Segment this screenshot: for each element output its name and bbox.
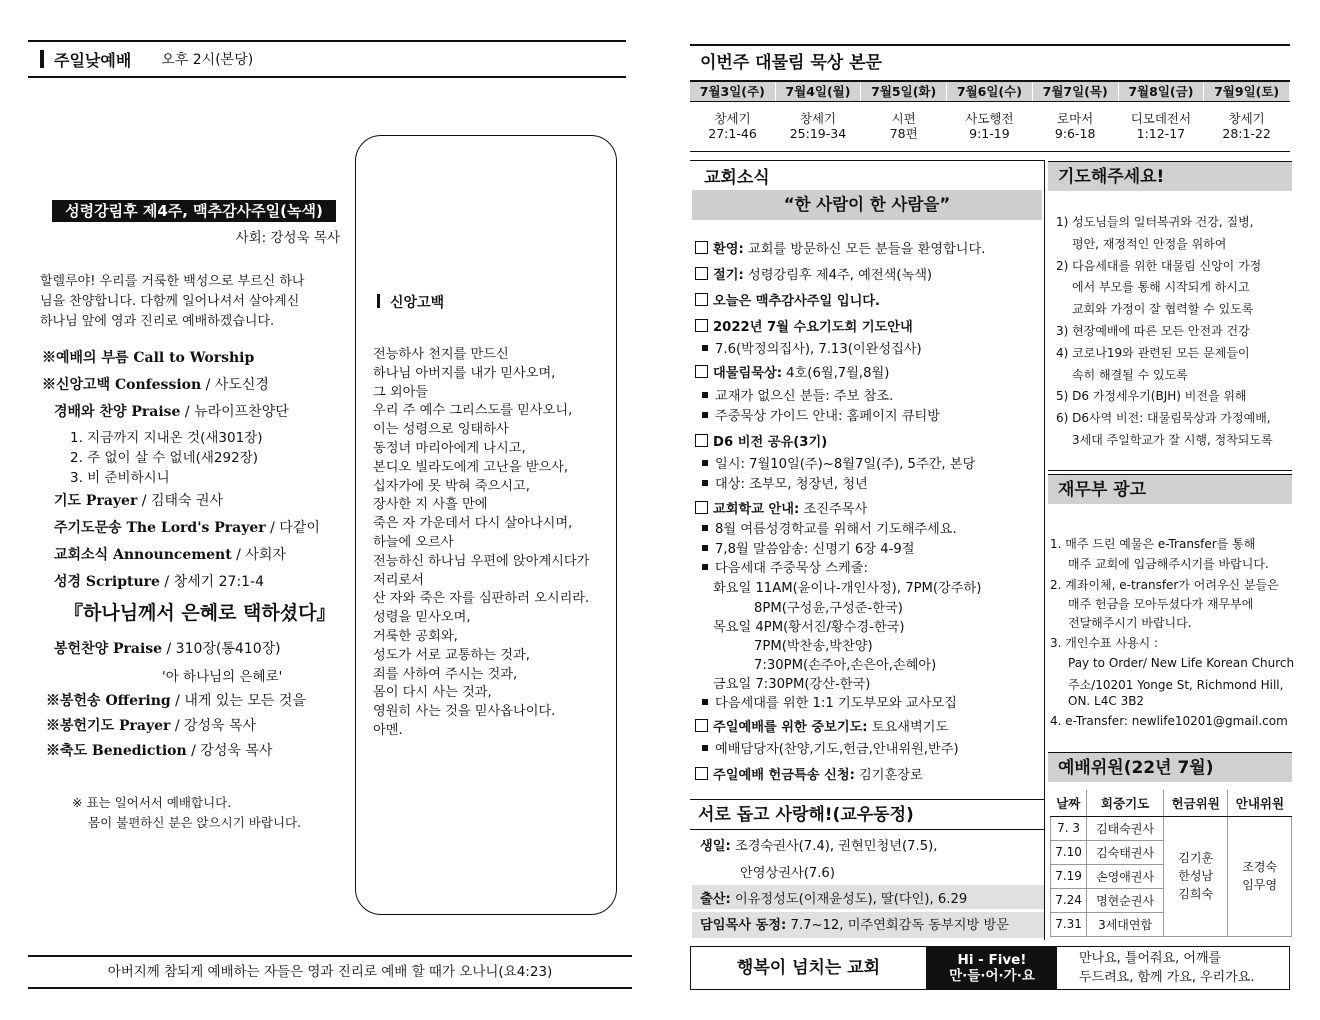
love-title: 서로 돕고 사랑해!(교우동정)	[698, 805, 914, 825]
order-benediction: ※축도 Benediction / 강성욱 목사	[46, 743, 273, 759]
news-value: 성령강림후 제4주, 예전색(녹색)	[743, 268, 933, 283]
staff-table	[1050, 790, 1292, 937]
staff-header: 헌금위원	[1164, 790, 1228, 816]
header-bar	[40, 50, 44, 68]
devotion-passage	[775, 101, 861, 151]
week-title: 성령강림후 제4주, 맥추감사주일(녹색)	[52, 200, 336, 222]
news-text: 7:30PM(손주아,손은아,손혜아)	[754, 658, 937, 673]
order-offering: ※봉헌송 Offering / 내게 있는 모든 것을	[46, 693, 306, 709]
hymn-item: 3. 비 준비하시니	[70, 470, 170, 486]
order-lords-prayer: 주기도문송 The Lord's Prayer / 다같이	[54, 520, 320, 536]
devotion-book: 디모데전서	[1130, 111, 1192, 126]
devotion-ref: 9:1-19	[969, 126, 1010, 141]
news-item	[754, 654, 936, 673]
order-offering-prayer: ※봉헌기도 Prayer / 강성욱 목사	[46, 718, 257, 734]
love-key: 생일:	[700, 839, 731, 854]
news-value: 토요새벽기도	[867, 720, 949, 735]
news-text: 일시: 7월10일(주)~8월7일(주), 5주간, 본당	[715, 457, 976, 472]
news-item	[713, 673, 870, 692]
news-key: 대물림묵상:	[713, 366, 782, 381]
news-item	[695, 316, 913, 335]
love-item	[740, 862, 835, 881]
news-item	[713, 616, 905, 635]
news-text: 교재가 없으신 분들: 주보 참조.	[715, 389, 894, 404]
devotion-day: 7월4일(월)	[775, 81, 861, 101]
offering-name: 한성남	[1178, 869, 1214, 883]
finance-item: ON. L4C 3B2	[1068, 694, 1145, 708]
news-item	[695, 290, 880, 309]
finance-item: 매주 헌금을 모아두셨다가 재무부에	[1068, 597, 1254, 611]
prayer-item: 5) D6 가정세우기(BJH) 비전을 위해	[1056, 389, 1247, 404]
news-text: 7,8월 말씀암송: 신명기 6장 4-9절	[715, 542, 915, 557]
devotion-passage	[690, 101, 775, 151]
news-motto: “한 사람이 한 사람을”	[692, 190, 1042, 220]
column-divider	[1044, 160, 1045, 940]
devotion-passage	[861, 101, 947, 151]
news-text: 목요일 4PM(황서진/황수경-한국)	[713, 620, 905, 635]
creed-line: 우리 주 예수 그리스도를 믿사오니,	[373, 403, 573, 419]
creed-line: 죄를 사하여 주시는 것과,	[373, 666, 518, 682]
order-call: ※예배의 부름 Call to Worship	[42, 350, 255, 366]
love-key: 출산:	[700, 892, 731, 907]
footer-verse: 아버지께 참되게 예배하는 자들은 영과 진리로 예배 할 때가 오나니(요4:23)	[28, 955, 632, 989]
creed-line: 동정녀 마리아에게 나시고,	[373, 440, 526, 456]
news-item	[713, 577, 981, 596]
creed-line: 이는 성령으로 잉태하사	[373, 422, 509, 438]
news-item	[695, 764, 923, 783]
love-item	[700, 914, 1009, 933]
devotion-ref: 28:1-22	[1222, 126, 1271, 141]
prayer-item: 에서 부모를 통해 시작되게 하시고	[1072, 280, 1250, 295]
news-text: 다음세대를 위한 1:1 기도부모와 교사모집	[715, 696, 957, 711]
love-item	[700, 888, 967, 907]
creed-text	[373, 346, 613, 741]
prayer-bottom-rule	[1048, 470, 1292, 471]
love-value: 7.7~12, 미주연회감독 동부지방 방문	[786, 918, 1009, 933]
devotion-day: 7월8일(금)	[1118, 81, 1204, 101]
news-key: D6 비전 공유(3기)	[713, 435, 828, 450]
news-text: 다음세대 주중묵상 스케줄:	[715, 561, 868, 576]
devotion-ref: 78편	[889, 126, 918, 141]
devotion-ref: 9:6-18	[1054, 126, 1096, 141]
hi-five-badge: Hi - Five! 만·들·어·가·요	[927, 947, 1057, 989]
finance-item: 2. 계좌이체, e-transfer가 어려우신 분들은	[1050, 578, 1279, 592]
news-item	[695, 362, 889, 381]
devotion-day: 7월7일(목)	[1032, 81, 1118, 101]
news-item	[754, 635, 873, 654]
news-top-rule	[690, 160, 1044, 161]
prayer-item: 속히 해결될 수 있도록	[1072, 367, 1188, 382]
news-text: 7.6(박정의집사), 7.13(이완성집사)	[715, 342, 922, 357]
news-item	[702, 473, 868, 492]
opening-line: 님을 찬양합니다. 다함께 일어나셔서 살아계신	[40, 294, 300, 309]
staff-prayer: 김태숙권사	[1087, 816, 1164, 840]
worship-time: 오후 2시(본당)	[161, 52, 254, 68]
staff-prayer: 3세대연합	[1087, 912, 1164, 936]
banner-title: 행복이 넘치는 교회	[691, 947, 927, 989]
devotion-book: 시편	[891, 111, 916, 126]
creed-line: 저리로서	[373, 572, 424, 588]
love-title-rule	[690, 829, 1044, 830]
devotion-passage	[1204, 101, 1290, 151]
staff-date: 7.10	[1051, 840, 1087, 864]
usher-name: 조경숙	[1242, 860, 1278, 874]
staff-date: 7. 3	[1051, 816, 1087, 840]
news-item	[702, 405, 940, 424]
news-key: 절기:	[713, 268, 744, 283]
creed-line: 성도가 서로 교통하는 것과,	[373, 647, 530, 663]
opening-text	[40, 272, 338, 332]
creed-line: 본디오 빌라도에게 고난을 받으사,	[373, 459, 569, 475]
devotion-table	[690, 80, 1290, 152]
creed-line: 몸이 다시 사는 것과,	[373, 685, 492, 701]
prayer-item: 6) D6사역 비전: 대물림묵상과 가정예배,	[1056, 411, 1271, 426]
presider: 사회: 강성욱 목사	[235, 230, 340, 246]
opening-line: 하나님 앞에 영과 진리로 예배하겠습니다.	[40, 314, 275, 329]
devotion-day: 7월3일(주)	[690, 81, 775, 101]
news-item	[702, 738, 959, 757]
worship-header	[28, 40, 626, 78]
order-announcement: 교회소식 Announcement / 사회자	[54, 547, 286, 563]
news-item	[702, 385, 893, 404]
staff-header: 회중기도	[1087, 790, 1164, 816]
devotion-ref: 27:1-46	[708, 126, 757, 141]
news-item	[695, 238, 985, 257]
news-value: 김기훈장로	[854, 768, 923, 783]
news-item	[702, 338, 922, 357]
news-key: 오늘은 맥추감사주일 입니다.	[713, 294, 881, 309]
devotion-book: 창세기	[714, 111, 751, 126]
slogan-banner	[690, 946, 1290, 990]
love-value: 조경숙권사(7.4), 권현민청년(7.5),	[730, 839, 938, 854]
news-key: 주일예배를 위한 중보기도:	[713, 720, 868, 735]
finance-item: 주소/10201 Yonge St, Richmond Hill,	[1068, 678, 1284, 692]
creed-line: 십자가에 못 박혀 죽으시고,	[373, 478, 530, 494]
news-item	[702, 692, 957, 711]
news-item	[702, 557, 868, 576]
devotion-book: 로마서	[1057, 111, 1094, 126]
devotion-book: 창세기	[799, 111, 837, 126]
prayer-item: 3) 현장예배에 따른 모든 안전과 건강	[1056, 324, 1250, 338]
love-top-rule	[690, 799, 1044, 800]
finance-title: 재무부 광고	[1048, 474, 1292, 504]
staff-prayer: 명현순권사	[1087, 888, 1164, 912]
news-item	[702, 518, 957, 537]
staff-date: 7.24	[1051, 888, 1087, 912]
offering-name: 김기훈	[1178, 851, 1214, 865]
news-text: 8월 여름성경학교를 위해서 기도해주세요.	[715, 522, 957, 537]
prayer-item: 2) 다음세대를 위한 대물림 신앙이 가정	[1056, 258, 1262, 273]
news-item	[695, 716, 948, 735]
news-text: 7PM(박찬송,박찬양)	[754, 639, 873, 654]
staff-prayer: 손영애권사	[1087, 864, 1164, 888]
prayer-item: 3세대 주일학교가 잘 시행, 정착되도록	[1072, 433, 1273, 447]
news-item	[695, 498, 867, 517]
offering-name: 김희숙	[1178, 887, 1214, 901]
order-confession: ※신앙고백 Confession / 사도신경	[42, 377, 269, 393]
news-text: 대상: 조부모, 청장년, 청년	[715, 477, 868, 492]
worship-title: 주일낮예배	[54, 50, 132, 70]
staff-header: 안내위원	[1228, 790, 1292, 816]
creed-line: 산 자와 죽은 자를 심판하러 오시리라.	[373, 591, 590, 607]
finance-item: Pay to Order/ New Life Korean Church	[1068, 656, 1295, 670]
news-key: 주일예배 헌금특송 신청:	[713, 768, 855, 783]
news-value: 조진주목사	[799, 502, 868, 517]
news-title: 교회소식	[704, 168, 770, 188]
prayer-item: 평안, 재정적인 안정을 위하여	[1072, 236, 1227, 251]
news-item	[702, 453, 975, 472]
order-praise-song: 봉헌찬양 Praise / 310장(통410장)	[54, 641, 281, 657]
order-prayer: 기도 Prayer / 김태숙 권사	[54, 493, 224, 509]
staff-title: 예배위원(22년 7월)	[1048, 752, 1292, 782]
creed-line: 성령을 믿사오며,	[373, 610, 471, 626]
usher-staff	[1228, 816, 1292, 936]
hymn-item: 2. 주 없이 살 수 없네(새292장)	[70, 450, 259, 466]
love-key: 담임목사 동정:	[700, 918, 787, 933]
prayer-item: 1) 성도님들의 일터복귀와 건강, 질병,	[1056, 215, 1254, 229]
devotion-header: 이번주 대물림 묵상 본문	[690, 44, 1290, 76]
devotion-day: 7월5일(화)	[861, 81, 947, 101]
news-text: 금요일 7:30PM(강산-한국)	[713, 677, 871, 692]
creed-line: 거룩한 공회와,	[373, 628, 458, 644]
order-scripture: 성경 Scripture / 창세기 27:1-4	[54, 574, 265, 590]
creed-line: 전능하사 천지를 만드신	[373, 347, 509, 362]
creed-line: 하늘에 오르사	[373, 534, 454, 550]
opening-line: 할렐루야! 우리를 거룩한 백성으로 부르신 하나	[40, 274, 305, 289]
love-item	[700, 835, 937, 854]
prayer-title: 기도해주세요!	[1048, 161, 1292, 191]
prayer-item: 4) 코로나19와 관련된 모든 문제들이	[1056, 345, 1250, 360]
finance-item: 1. 매주 드린 예물은 e-Transfer를 통해	[1050, 537, 1256, 551]
devotion-book: 창세기	[1228, 111, 1265, 126]
prayer-item: 교회와 가정이 잘 협력할 수 있도록	[1072, 302, 1254, 317]
creed-line: 장사한 지 사흘 만에	[373, 497, 488, 513]
creed-line: 전능하신 하나님 우편에 앉아계시다가	[373, 553, 590, 569]
devotion-ref: 25:19-34	[789, 126, 847, 141]
news-item	[695, 264, 932, 283]
love-value: 이유정성도(이재윤성도), 딸(다인), 6.29	[730, 892, 968, 907]
creed-line: 그 외아들	[373, 384, 429, 400]
news-value: 교회를 방문하신 모든 분들을 환영합니다.	[743, 242, 986, 257]
news-item	[754, 597, 903, 616]
hymn-item: 1. 지금까지 지내온 것(새301장)	[70, 430, 263, 446]
creed-line: 죽은 자 가운데서 다시 살아나시며,	[373, 516, 573, 532]
usher-name: 임무영	[1242, 878, 1278, 892]
news-key: 환영:	[713, 242, 744, 257]
love-value: 안영상권사(7.6)	[740, 866, 835, 881]
devotion-passage	[947, 101, 1033, 151]
news-text: 화요일 11AM(윤이나-개인사정), 7PM(강주하)	[713, 581, 982, 596]
staff-prayer: 김숙태권사	[1087, 840, 1164, 864]
news-item	[695, 431, 827, 450]
news-text: 8PM(구성윤,구성준-한국)	[754, 601, 903, 616]
devotion-day: 7월9일(토)	[1204, 81, 1290, 101]
finance-item: 전달해주시기 바랍니다.	[1068, 616, 1192, 630]
finance-item: 3. 개인수표 사용시 :	[1050, 636, 1159, 650]
news-value: 4호(6월,7월,8월)	[781, 366, 890, 381]
order-praise: 경배와 찬양 Praise / 뉴라이프찬양단	[54, 404, 289, 420]
sermon-title: 『하나님께서 은혜로 택하셨다』	[64, 602, 336, 624]
creed-line: 영원히 사는 것을 믿사옵나이다.	[373, 704, 556, 720]
devotion-ref: 1:12-17	[1136, 126, 1186, 141]
banner-text: 만나요, 틀어줘요, 어깨를 두드려요, 함께 가요, 우리가요.	[1079, 951, 1255, 985]
standing-note: ※ 표는 일어서서 예배합니다. 몸이 불편하신 분은 앉으시기 바랍니다.	[72, 795, 302, 830]
staff-date: 7.31	[1051, 912, 1087, 936]
finance-item: 매주 교회에 입금해주시기를 바랍니다.	[1068, 557, 1269, 571]
offering-staff	[1164, 816, 1228, 936]
news-key: 2022년 7월 수요기도회 기도안내	[713, 320, 913, 335]
news-text: 주중묵상 가이드 안내: 홈페이지 큐티방	[715, 409, 941, 424]
creed-line: 하나님 아버지를 내가 믿사오며,	[373, 365, 556, 381]
devotion-book: 사도행전	[965, 111, 1014, 126]
creed-line: 아멘.	[373, 722, 403, 738]
staff-date: 7.19	[1051, 864, 1087, 888]
finance-item: 4. e-Transfer: newlife10201@gmail.com	[1050, 714, 1288, 728]
creed-title: 신앙고백	[377, 292, 444, 312]
news-item	[702, 538, 915, 557]
devotion-passage	[1118, 101, 1204, 151]
news-text: 예배담당자(찬양,기도,헌금,안내위원,반주)	[715, 742, 959, 757]
devotion-day: 7월6일(수)	[947, 81, 1033, 101]
praise-song-title: '아 하나님의 은혜로'	[162, 669, 283, 685]
staff-header: 날짜	[1051, 790, 1087, 816]
news-key: 교회학교 안내:	[713, 502, 800, 517]
devotion-passage	[1032, 101, 1118, 151]
